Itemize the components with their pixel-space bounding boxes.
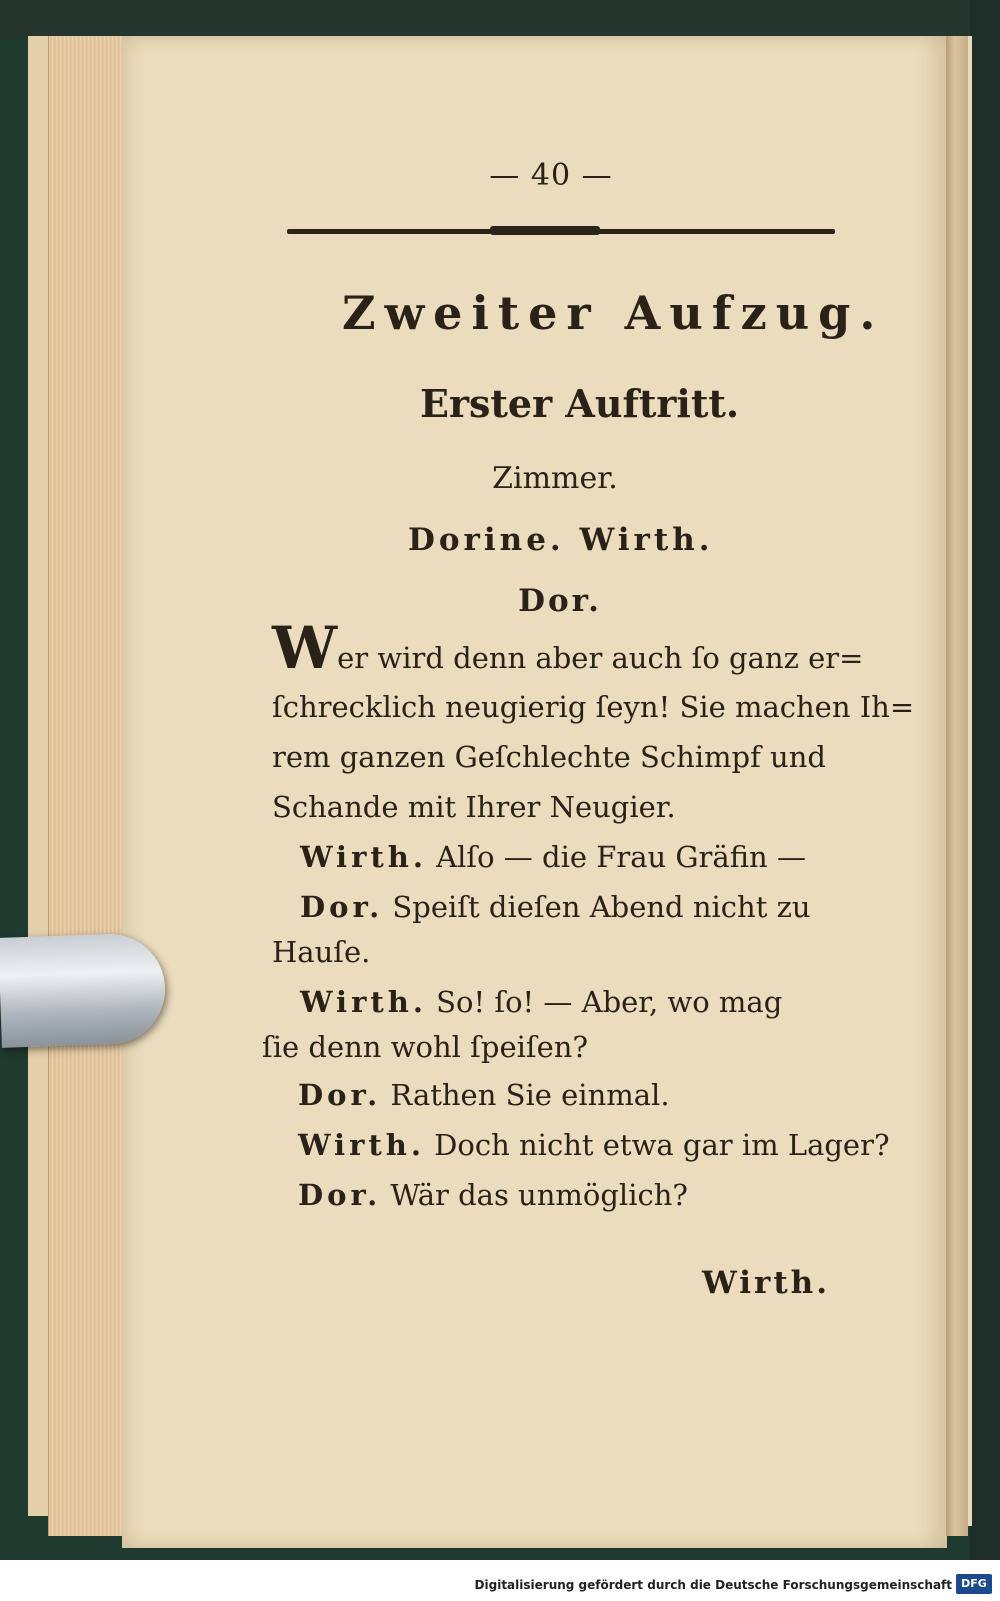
drop-cap: W [272, 614, 338, 682]
dialogue-line [298, 1128, 890, 1162]
text-line: ſchrecklich neugierig ſeyn! Sie machen Ih= [272, 690, 915, 724]
line-text: Speiſt dieſen Abend nicht zu [383, 890, 811, 924]
dialogue-line [300, 985, 782, 1019]
book-cover-edge [28, 36, 49, 1516]
text-line: rem ganzen Geſchlechte Schimpf und [272, 740, 826, 774]
catchword: Wirth. [701, 1265, 830, 1301]
page-clip [0, 932, 167, 1048]
scene-setting: Zimmer. [492, 461, 618, 496]
scene-title: Erster Auftritt. [420, 381, 740, 426]
background-right [970, 0, 1000, 1560]
text-line: Hauſe. [272, 935, 371, 969]
footer-credit: Digitalisierung gefördert durch die Deutsche Forschungsgemeinschaft [474, 1578, 952, 1592]
line-text: So! ſo! — Aber, wo mag [426, 985, 783, 1019]
line-text: Rathen Sie einmal. [381, 1078, 670, 1112]
header-rule-ornament [490, 226, 600, 235]
dfg-logo: DFG [956, 1574, 992, 1594]
text-line [272, 614, 864, 682]
line-text: er wird denn aber auch ſo ganz er= [337, 641, 864, 675]
dialogue-line [300, 840, 806, 874]
line-text: Doch nicht etwa gar im Lager? [424, 1128, 890, 1162]
speaker-heading: Dor. [518, 583, 602, 619]
line-text: Wär das unmöglich? [381, 1178, 688, 1212]
page-number: — 40 — [489, 158, 613, 193]
background-top [0, 0, 1000, 38]
speaker-name: Dor. [298, 1078, 382, 1112]
page-gutter [946, 36, 968, 1536]
page-edges [48, 36, 123, 1536]
speaker-name: Wirth. [300, 840, 427, 874]
speaker-name: Wirth. [298, 1128, 425, 1162]
character-list: Dorine. Wirth. [408, 522, 714, 558]
act-title: Zweiter Aufzug. [342, 286, 885, 340]
dialogue-line [300, 890, 811, 924]
text-line: Schande mit Ihrer Neugier. [272, 790, 676, 824]
dialogue-line [298, 1178, 688, 1212]
facing-page-edge [968, 36, 972, 1526]
text-line: ſie denn wohl ſpeiſen? [262, 1030, 588, 1064]
dialogue-line [298, 1078, 670, 1112]
speaker-name: Dor. [300, 890, 384, 924]
speaker-name: Wirth. [300, 985, 427, 1019]
line-text: Alſo — die Frau Gräfin — [426, 840, 806, 874]
speaker-name: Dor. [298, 1178, 382, 1212]
